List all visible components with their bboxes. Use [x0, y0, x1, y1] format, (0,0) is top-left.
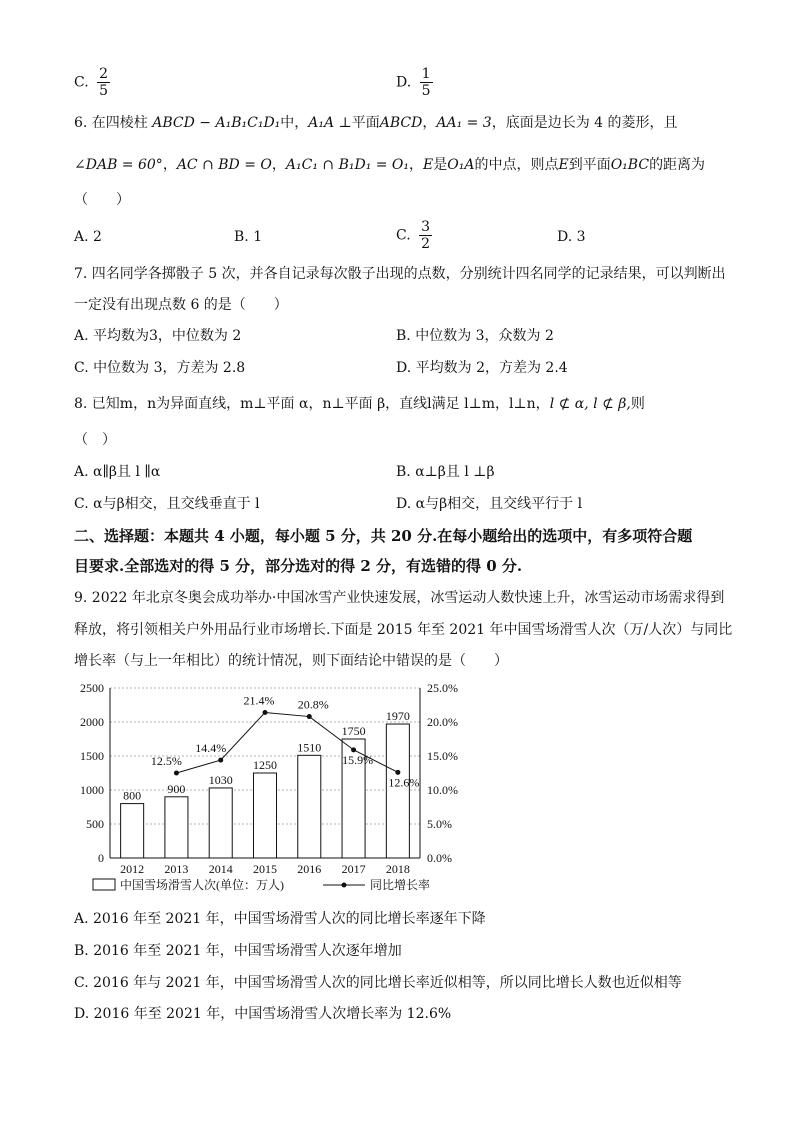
x-axis-tick-label: 2016 [297, 862, 322, 876]
bar [253, 773, 276, 858]
growth-rate-point [395, 770, 400, 775]
left-axis-tick-label: 2000 [80, 715, 104, 729]
growth-rate-point [174, 771, 179, 776]
q6-option-c-fraction: $\frac{3}{2}$ [421, 219, 431, 252]
growth-rate-point [351, 747, 356, 752]
bar-value-label: 1250 [253, 758, 277, 772]
growth-rate-label: 12.6% [388, 775, 420, 790]
growth-rate-point [307, 714, 312, 719]
q5-option-d-label: D. [396, 74, 412, 91]
q7-option-d: D. 平均数为 2，方差为 2.4 [396, 360, 568, 376]
q9-option-c: C. 2016 年与 2021 年，中国雪场滑雪人次的同比增长率近似相等，所以同比增长人数也近似相等 [74, 975, 682, 991]
bar [386, 724, 409, 858]
right-axis-tick-label: 5.0% [427, 817, 452, 831]
growth-rate-point [263, 710, 268, 715]
q5-option-d [396, 66, 437, 99]
bar-value-label: 1750 [341, 724, 366, 738]
q7-option-a: A. 平均数为3，中位数为 2 [74, 328, 242, 344]
bar-value-label: 1030 [208, 772, 233, 787]
q6-option-c: C. $\frac{3}{2}$ [396, 219, 431, 252]
legend-line-label: 同比增长率 [370, 878, 431, 892]
q6-option-a: A. 2 [74, 229, 102, 245]
growth-rate-label: 21.4% [243, 693, 275, 708]
q6-option-d: D. 3 [557, 229, 586, 245]
q6-line-2: ∠DAB = 60°，AC ∩ BD = O，A₁C₁ ∩ B₁D₁ = O₁，E是O₁A的中点，则点E到平面O₁BC的距离为 [74, 157, 706, 173]
x-axis-tick-label: 2014 [208, 862, 233, 876]
bar-value-label: 1510 [297, 740, 322, 755]
legend-line-marker [342, 883, 347, 888]
q8-option-c: C. α与β相交，且交线垂直于 l [74, 496, 260, 512]
q9-line-2: 释放，将引领相关户外用品行业市场增长.下面是 2015 年至 2021 年中国雪场滑雪人次（万/人次）与同比 [74, 622, 733, 638]
legend-bar-label: 中国雪场滑雪人次(单位：万人) [120, 878, 284, 892]
q9-bar-line-chart [65, 676, 485, 896]
q7-option-c: C. 中位数为 3，方差为 2.8 [74, 360, 246, 376]
q6-line-1: 6. 在四棱柱 ABCD − A₁B₁C₁D₁中，A₁A ⊥平面ABCD，AA₁ = 3，底面是边长为 4 的菱形，且 [74, 115, 678, 131]
growth-rate-label: 15.9% [342, 752, 374, 767]
bar [209, 788, 232, 858]
left-axis-tick-label: 500 [86, 817, 104, 831]
q5-option-d-fraction: $\frac{1}{5}$ [421, 66, 431, 99]
q9-option-b: B. 2016 年至 2021 年，中国雪场滑雪人次逐年增加 [74, 943, 402, 959]
bar [298, 755, 321, 858]
right-axis-tick-label: 0.0% [427, 851, 452, 865]
q9-option-d: D. 2016 年至 2021 年，中国雪场滑雪人次增长率为 12.6% [74, 1006, 452, 1022]
bar-value-label: 1970 [385, 709, 410, 724]
section-2-heading-line-2: 目要求.全部选对的得 5 分，部分选对的得 2 分，有选错的得 0 分. [74, 557, 523, 575]
q8-option-b: B. α⊥β且 l ⊥β [396, 464, 495, 480]
growth-rate-label: 12.5% [150, 754, 182, 768]
growth-rate-label: 20.8% [297, 697, 329, 712]
left-axis-tick-label: 1000 [80, 783, 104, 797]
bar [165, 797, 188, 858]
x-axis-tick-label: 2018 [385, 862, 410, 876]
q7-line-1: 7. 四名同学各掷骰子 5 次，并各自记录每次骰子出现的点数，分别统计四名同学的记录结果，可以判断出 [74, 266, 726, 282]
q8-option-a: A. α∥β且 l ∥α [74, 464, 161, 480]
x-axis-tick-label: 2013 [164, 862, 189, 876]
left-axis-tick-label: 1500 [80, 749, 104, 763]
right-axis-tick-label: 10.0% [427, 783, 458, 797]
x-axis-tick-label: 2017 [341, 862, 366, 876]
q9-option-a: A. 2016 年至 2021 年，中国雪场滑雪人次的同比增长率逐年下降 [74, 911, 486, 927]
x-axis-tick-label: 2015 [253, 862, 277, 876]
left-axis-tick-label: 2500 [80, 681, 104, 695]
right-axis-tick-label: 25.0% [427, 681, 458, 695]
q5-option-c-fraction: $\frac{2}{5}$ [99, 66, 109, 99]
left-axis-tick-label: 0 [98, 851, 104, 865]
right-axis-tick-label: 20.0% [427, 715, 458, 729]
q7-line-2: 一定没有出现点数 6 的是（ ） [74, 297, 288, 313]
bar-value-label: 800 [123, 788, 142, 803]
growth-rate-point [218, 758, 223, 763]
bar-value-label: 900 [167, 781, 186, 796]
q8-option-d: D. α与β相交，且交线平行于 l [396, 496, 583, 512]
q7-option-b: B. 中位数为 3，众数为 2 [396, 328, 554, 344]
q6-answer-paren: （ ） [74, 192, 130, 208]
section-2-heading-line-1: 二、选择题：本题共 4 小题，每小题 5 分，共 20 分.在每小题给出的选项中，有多项符合题 [74, 527, 693, 545]
right-axis-tick-label: 15.0% [427, 749, 458, 763]
q9-line-1: 9. 2022 年北京冬奥会成功举办·中国冰雪产业快速发展，冰雪运动人数快速上升，冰雪运动市场需求得到 [74, 590, 725, 606]
q5-option-c [74, 66, 114, 99]
legend-bar-swatch [93, 879, 115, 890]
q8-answer-paren: （ ） [74, 432, 116, 448]
growth-rate-label: 14.4% [195, 741, 227, 756]
bar [121, 804, 144, 858]
q6-option-b: B. 1 [234, 229, 263, 245]
q5-option-c-label: C. [74, 74, 89, 91]
q8-line-1: 8. 已知m，n为异面直线，m⊥平面 α，n⊥平面 β，直线l满足 l⊥m，l⊥n，l ⊄ α, l ⊄ β,则 [74, 396, 645, 412]
x-axis-tick-label: 2012 [120, 862, 145, 876]
q9-line-3: 增长率（与上一年相比）的统计情况，则下面结论中错误的是（ ） [74, 653, 508, 669]
